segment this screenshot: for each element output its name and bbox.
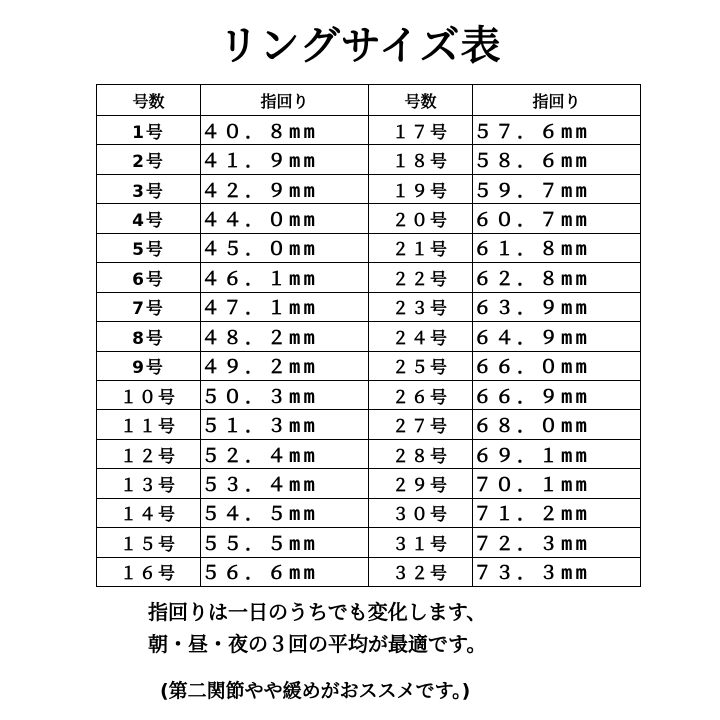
table-row — [97, 292, 641, 321]
circumference-cell: ５７．６mm — [473, 116, 641, 145]
size-number-cell: 5号 — [97, 233, 201, 262]
header-circumference: 指回り — [201, 85, 369, 116]
size-number-cell: １７号 — [369, 116, 473, 145]
size-number-cell: ３１号 — [369, 528, 473, 557]
table-row — [97, 498, 641, 527]
size-number-cell: 3号 — [97, 174, 201, 203]
table-row — [97, 233, 641, 262]
circumference-cell: ６６．０mm — [473, 351, 641, 380]
size-number-cell: ２８号 — [369, 439, 473, 468]
table-row — [97, 174, 641, 203]
size-number-cell: 1号 — [97, 116, 201, 145]
size-number-cell: １４号 — [97, 498, 201, 527]
table-body — [97, 116, 641, 587]
size-number-cell: １８号 — [369, 145, 473, 174]
size-number-cell: ２６号 — [369, 380, 473, 409]
table-row — [97, 116, 641, 145]
circumference-cell: ５８．６mm — [473, 145, 641, 174]
size-number-cell: 2号 — [97, 145, 201, 174]
circumference-cell: ５９．７mm — [473, 174, 641, 203]
size-number-cell: １９号 — [369, 174, 473, 203]
size-number-cell: ２２号 — [369, 263, 473, 292]
size-number-cell: ３２号 — [369, 557, 473, 586]
size-number-cell: １６号 — [97, 557, 201, 586]
circumference-cell: ４９．２mm — [201, 351, 369, 380]
table-row — [97, 380, 641, 409]
size-number-cell: ２５号 — [369, 351, 473, 380]
size-number-cell: ２３号 — [369, 292, 473, 321]
note-line-2: 朝・昼・夜の３回の平均が最適です。 — [148, 632, 487, 656]
circumference-cell: ７１．２mm — [473, 498, 641, 527]
circumference-cell: ６８．０mm — [473, 410, 641, 439]
circumference-cell: ５１．３mm — [201, 410, 369, 439]
size-number-cell: ２４号 — [369, 322, 473, 351]
table-row — [97, 322, 641, 351]
table-row — [97, 351, 641, 380]
circumference-cell: ６１．８mm — [473, 233, 641, 262]
circumference-cell: ６３．９mm — [473, 292, 641, 321]
header-size-number: 号数 — [369, 85, 473, 116]
size-number-cell: 4号 — [97, 204, 201, 233]
circumference-cell: ４６．１mm — [201, 263, 369, 292]
circumference-cell: ５４．５mm — [201, 498, 369, 527]
size-number-cell: ２１号 — [369, 233, 473, 262]
table-row — [97, 528, 641, 557]
circumference-cell: ６２．８mm — [473, 263, 641, 292]
table-row — [97, 145, 641, 174]
page-title: リングサイズ表 — [218, 23, 502, 69]
size-number-cell: 8号 — [97, 322, 201, 351]
circumference-cell: ７０．１mm — [473, 469, 641, 498]
circumference-cell: ４０．８mm — [201, 116, 369, 145]
size-number-cell: ２７号 — [369, 410, 473, 439]
circumference-cell: ４７．１mm — [201, 292, 369, 321]
table-row — [97, 263, 641, 292]
circumference-cell: ６９．１mm — [473, 439, 641, 468]
circumference-cell: ５３．４mm — [201, 469, 369, 498]
table-row — [97, 469, 641, 498]
circumference-cell: ６０．７mm — [473, 204, 641, 233]
header-size-number: 号数 — [97, 85, 201, 116]
size-number-cell: 6号 — [97, 263, 201, 292]
size-number-cell: １０号 — [97, 380, 201, 409]
table-header-row — [97, 85, 641, 116]
size-number-cell: 9号 — [97, 351, 201, 380]
size-number-cell: 7号 — [97, 292, 201, 321]
size-number-cell: １１号 — [97, 410, 201, 439]
table-row — [97, 439, 641, 468]
circumference-cell: ５６．６mm — [201, 557, 369, 586]
note-line-1: 指回りは一日のうちでも変化します、 — [148, 600, 487, 624]
circumference-cell: ７２．３mm — [473, 528, 641, 557]
circumference-cell: ４５．０mm — [201, 233, 369, 262]
size-number-cell: ３０号 — [369, 498, 473, 527]
size-number-cell: ２９号 — [369, 469, 473, 498]
size-number-cell: １３号 — [97, 469, 201, 498]
circumference-cell: ５２．４mm — [201, 439, 369, 468]
circumference-cell: ４２．９mm — [201, 174, 369, 203]
ring-size-table — [96, 84, 641, 587]
table-row — [97, 557, 641, 586]
circumference-cell: ５０．３mm — [201, 380, 369, 409]
header-circumference: 指回り — [473, 85, 641, 116]
note-line-3: (第二関節やや緩めがおススメです。) — [160, 680, 471, 702]
circumference-cell: ４１．９mm — [201, 145, 369, 174]
circumference-cell: ４８．２mm — [201, 322, 369, 351]
size-number-cell: １２号 — [97, 439, 201, 468]
circumference-cell: ６６．９mm — [473, 380, 641, 409]
circumference-cell: ５５．５mm — [201, 528, 369, 557]
circumference-cell: ７３．３mm — [473, 557, 641, 586]
size-number-cell: １５号 — [97, 528, 201, 557]
table-row — [97, 204, 641, 233]
circumference-cell: ６４．９mm — [473, 322, 641, 351]
table-row — [97, 410, 641, 439]
size-number-cell: ２０号 — [369, 204, 473, 233]
circumference-cell: ４４．０mm — [201, 204, 369, 233]
